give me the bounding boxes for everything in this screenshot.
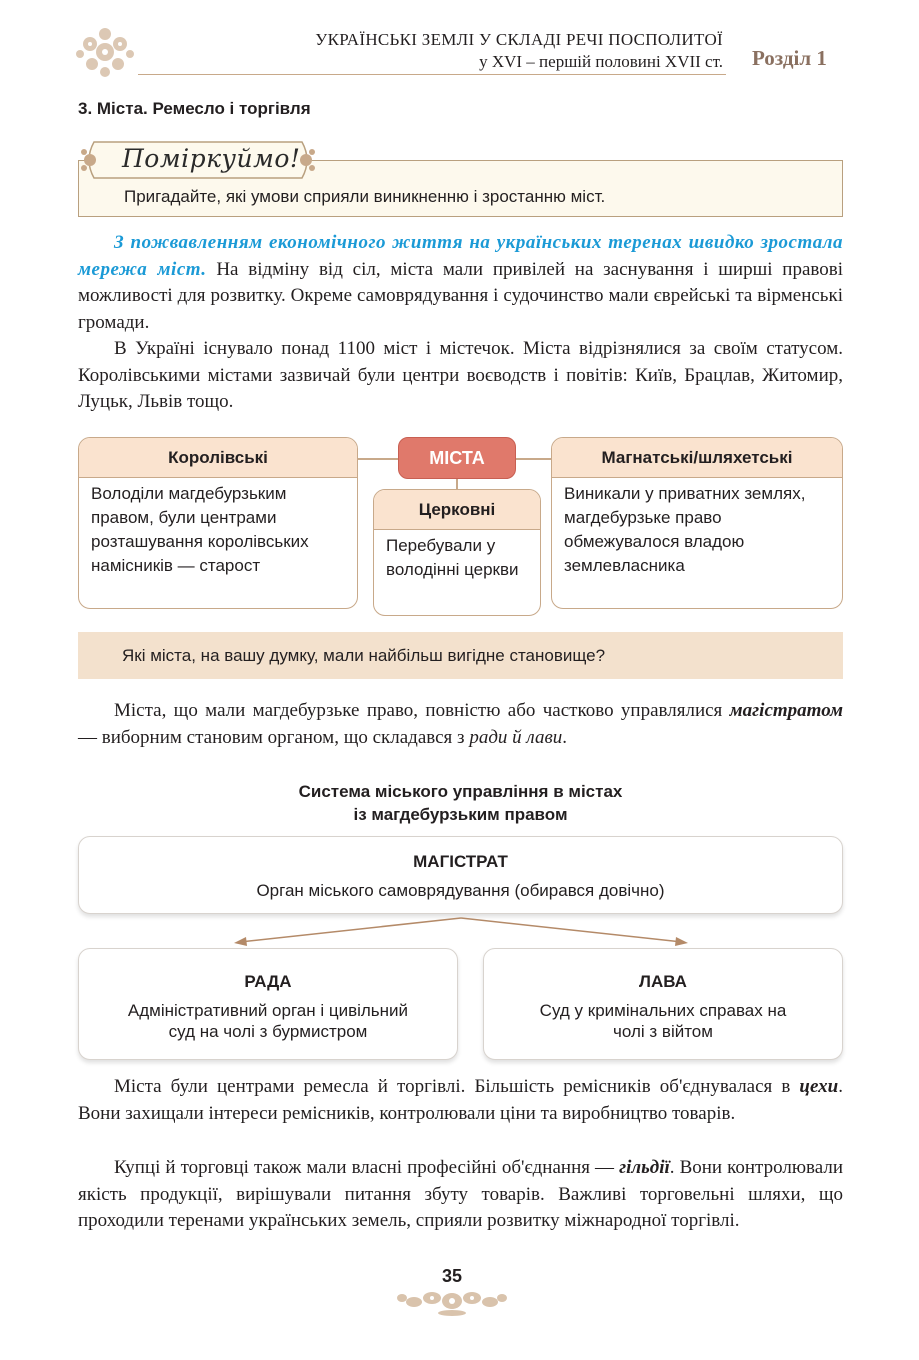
magnate-cities-text: Виникали у приватних землях, магдебурзьке право обмежувалося владою землевласника bbox=[564, 484, 806, 575]
think-label: Поміркуймо! bbox=[122, 144, 301, 173]
lava-text-line-2: чолі з війтом bbox=[613, 1022, 713, 1041]
term-gildii: гільдії bbox=[619, 1157, 670, 1178]
paragraph-4-text-a: Міста були центрами ремесла й торгівлі. Більшість ремісників об'єднувалася в bbox=[114, 1076, 800, 1097]
paragraph-4 bbox=[78, 1074, 843, 1127]
church-cities-title: Церковні bbox=[374, 490, 540, 530]
magistrat-text: Орган міського самоврядування (обирався довічно) bbox=[256, 881, 665, 900]
footer-ornament-icon bbox=[396, 1284, 508, 1318]
section-label: Розділ 1 bbox=[752, 46, 827, 70]
header-subtitle: у XVI – першій половині XVII ст. bbox=[479, 52, 723, 71]
paragraph-1-text: На відміну від сіл, міста мали привілей на заснування і ширші правові можливості для розвитку. Окреме самоврядування і судочинство мали єврейські та вірменські громади. bbox=[78, 258, 843, 333]
think-text: Пригадайте, які умови сприяли виникненню і зростанню міст. bbox=[124, 187, 606, 206]
scheme-title bbox=[78, 780, 843, 826]
cities-center-label: МІСТА bbox=[398, 437, 516, 479]
header-divider bbox=[138, 74, 726, 75]
term-magistrat: магістратом bbox=[729, 700, 843, 721]
page-number: 35 bbox=[441, 1266, 463, 1286]
paragraph-1-emphasis: З пожвавленням економічного життя на українських теренах швидко зростала мережа міст. bbox=[78, 232, 843, 280]
paragraph-5-text-b: . Вони контролювали якість продукції, вирішували питання збуту товарів. Важливі торговельні шляхи, що проходили теренами українських земель, сприяли розвитку міжнародної торгівлі. bbox=[78, 1157, 843, 1231]
magistrat-title: МАГІСТРАТ bbox=[413, 852, 508, 871]
floral-ornament-icon bbox=[72, 22, 138, 82]
lava-box bbox=[483, 948, 843, 1060]
rada-text-line-1: Адміністративний орган і цивільний bbox=[127, 1001, 409, 1020]
magistrat-box bbox=[78, 836, 843, 914]
magnate-cities-box bbox=[551, 437, 843, 609]
paragraph-4-text-b: . Вони захищали інтереси ремісників, контролювали ціни та виробництво товарів. bbox=[78, 1076, 843, 1124]
paragraph-2: В Україні існувало понад 1100 міст і містечок. Міста відрізнялися за своїм статусом. Королівськими містами зазвичай були центри воєводств і повітів: Київ, Брацлав, Житомир, Луцьк, Львів тощо. bbox=[78, 338, 843, 412]
question-text: Які міста, на вашу думку, мали найбільш вигідне становище? bbox=[122, 646, 606, 665]
paragraph-5-text-a: Купці й торговці також мали власні професійні об'єднання — bbox=[114, 1157, 620, 1178]
scheme-title-line-1: Система міського управління в містах bbox=[298, 782, 623, 801]
lava-text-line-1: Суд у кримінальних справах на bbox=[539, 1001, 787, 1020]
rada-box bbox=[78, 948, 458, 1060]
scheme-title-line-2: із магдебурзьким правом bbox=[353, 805, 568, 824]
connector-magnate bbox=[514, 458, 554, 460]
lava-title: ЛАВА bbox=[639, 972, 687, 991]
royal-cities-title: Королівські bbox=[79, 438, 357, 478]
paragraph-3-text-b: — виборним становим органом, що складався з bbox=[78, 726, 470, 748]
paragraph-3-text-c: . bbox=[562, 726, 567, 748]
term-tsekhy: цехи bbox=[799, 1076, 839, 1097]
paragraph-5 bbox=[78, 1155, 843, 1235]
rada-title: РАДА bbox=[244, 972, 292, 991]
church-cities-text: Перебували у володінні церкви bbox=[386, 536, 519, 579]
church-cities-box bbox=[373, 489, 541, 616]
royal-cities-text: Володіли магдебурзьким правом, були центрами розташування королівських намісників — старост bbox=[91, 484, 309, 575]
term-rada-lava: ради й лави bbox=[469, 726, 563, 748]
connector-royal bbox=[356, 458, 400, 460]
magnate-cities-title: Магнатські/шляхетські bbox=[552, 438, 842, 478]
rada-text-line-2: суд на чолі з бурмистром bbox=[168, 1022, 368, 1041]
paragraph-3-text-a: Міста, що мали магдебурзьке право, повністю або частково управлялися bbox=[114, 700, 730, 721]
arrows-icon bbox=[226, 914, 696, 950]
header-title: УКРАЇНСЬКІ ЗЕМЛІ У СКЛАДІ РЕЧІ ПОСПОЛИТОЇ bbox=[315, 30, 723, 49]
paragraph-3 bbox=[78, 698, 843, 751]
section-heading: 3. Міста. Ремесло і торгівля bbox=[78, 99, 311, 118]
paragraph-1 bbox=[78, 230, 843, 336]
royal-cities-box bbox=[78, 437, 358, 609]
